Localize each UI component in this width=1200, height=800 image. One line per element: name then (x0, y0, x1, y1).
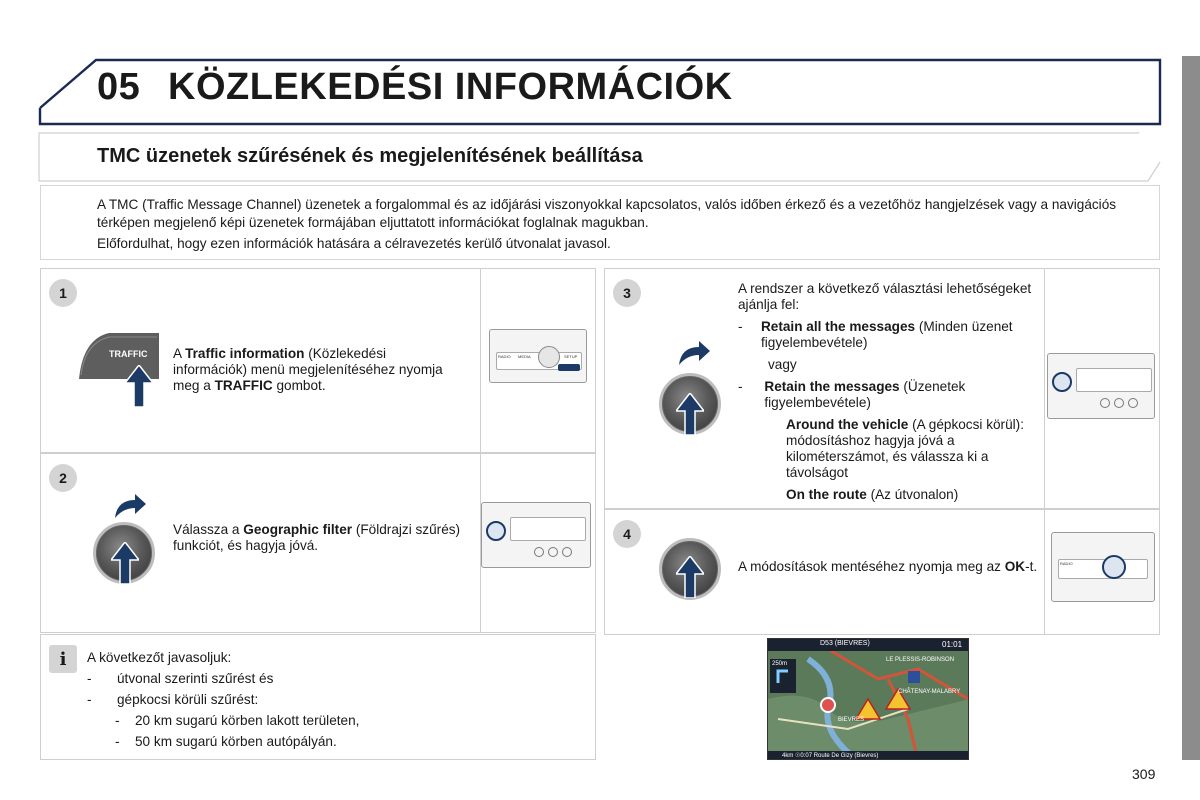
step-3-opt1-rest: (Minden üzenet figyelembevétele) (760, 319, 1013, 350)
tip-subitem: - 50 km sugarú körben autópályán. (115, 734, 337, 749)
tip-subitem: - 20 km sugarú körben lakott területen, (115, 713, 360, 728)
tip-item: - gépkocsi körüli szűrést: (87, 692, 259, 707)
step-3-option-1 (738, 319, 1038, 351)
dash-1: - (738, 319, 743, 334)
step-3-opt2-rest: (Üzenetek figyelembevétele) (764, 379, 966, 410)
step-4-text-a: A módosítások mentéséhez nyomja meg az (738, 559, 1005, 574)
step-4-text-b: OK (1004, 559, 1026, 574)
intro-text (97, 196, 1117, 253)
step-3-sub-1 (738, 417, 1038, 481)
console-knob-highlight (1102, 555, 1126, 579)
step-1-text-e: gombot. (272, 378, 326, 393)
step-1-console-cell (480, 269, 595, 452)
tip-box (40, 634, 596, 760)
map-time: 01:01 (942, 640, 963, 649)
map-road-label: D53 (BIEVRES) (820, 640, 870, 647)
step-4-text-c: -t. (1025, 559, 1038, 574)
tip-item: - útvonal szerinti szűrést és (87, 671, 274, 686)
rotate-arrow-icon (677, 339, 711, 372)
page-number: 309 (1132, 766, 1156, 782)
step-1-text-c: (Közlekedési információk) menü megjelenítéséhez nyomja meg a (173, 346, 443, 393)
console-image (489, 329, 587, 383)
step-2-text-b: Geographic filter (243, 522, 353, 537)
step-2-text-c: (Földrajzi szűrés) funkciót, és hagyja jóvá. (173, 522, 461, 553)
traffic-button-label: TRAFFIC (109, 349, 148, 359)
intro-paragraph-1: A TMC (Traffic Message Channel) üzenetek a forgalommal és az időjárási viszonyokkal kapcsolatos, valós időben érkező és a vezetőhöz hangjelzések vagy a navigációs térképen megjelenő képi üzenetek formájában eljuttatott információkat foglalnak magukban. (97, 197, 1117, 230)
intro-paragraph-2: Előfordulhat, hogy ezen információk hatására a célravezetés kerülő útvonalat javasol. (97, 236, 611, 251)
navigation-map-screenshot (767, 638, 969, 760)
chapter-number: 05 (97, 66, 141, 108)
console-knob-highlight (486, 521, 506, 541)
dash-2: - (738, 379, 743, 394)
step-4-panel (604, 509, 1160, 635)
step-1-text-a: A (173, 346, 186, 361)
step-1-text-d: TRAFFIC (214, 378, 273, 393)
step-3-text (738, 281, 1038, 503)
step-3-or: vagy (768, 357, 797, 372)
step-2-badge: 2 (49, 464, 77, 492)
step-3-intro: A rendszer a következő választási lehetőségeket ajánlja fel: (738, 281, 1032, 312)
step-2-text-a: Válassza a (173, 522, 244, 537)
press-arrow-icon (125, 365, 153, 412)
step-3-sub1-bold: Around the vehicle (786, 417, 909, 432)
map-town-label: LE PLESSIS-ROBINSON (886, 657, 955, 663)
map-town-label: BIEVRES (838, 717, 865, 723)
step-4-console-cell (1044, 510, 1159, 634)
step-3-sub-2 (738, 487, 1038, 503)
console-label-setup: SETUP (564, 354, 578, 359)
press-arrow-icon (676, 556, 704, 603)
press-arrow-icon (111, 542, 139, 589)
step-3-panel (604, 268, 1160, 509)
step-3-sub2-rest: (Az útvonalon) (866, 487, 959, 502)
section-subtitle: TMC üzenetek szűrésének és megjelenítésének beállítása (97, 145, 643, 167)
press-arrow-icon (676, 393, 704, 440)
info-icon: i (49, 645, 77, 673)
step-4-text (738, 559, 1038, 575)
console-knob-highlight (1052, 372, 1072, 392)
step-3-console-cell (1044, 269, 1159, 508)
step-1-panel (40, 268, 596, 453)
tip-title: A következőt javasoljuk: (87, 650, 232, 665)
step-1-badge: 1 (49, 279, 77, 307)
tip-text (87, 647, 567, 752)
console-image (481, 502, 591, 568)
step-2-panel (40, 453, 596, 633)
console-knob (538, 346, 560, 368)
step-3-option-2 (738, 379, 1038, 411)
console-image (1047, 353, 1155, 419)
step-2-text (173, 522, 468, 554)
step-4-badge: 4 (613, 520, 641, 548)
console-label-radio: RADIO (498, 354, 511, 359)
map-town-label: CHÂTENAY-MALABRY (898, 689, 961, 695)
map-footer: 4km ☉0:07 Route De Gizy (Bievres) (782, 753, 879, 759)
step-3-sub1-rest: (A gépkocsi körül): módosításhoz hagyja jóvá a kilométerszámot, és válassza ki a távolságot (786, 417, 1024, 480)
step-3-sub2-bold: On the route (786, 487, 867, 502)
chapter-side-tab (1182, 56, 1200, 760)
step-1-text-b: Traffic information (185, 346, 305, 361)
console-traffic-highlight (558, 364, 580, 371)
step-3-badge: 3 (613, 279, 641, 307)
step-1-text (173, 346, 463, 394)
map-scale: 250m (772, 661, 788, 667)
step-2-console-cell (480, 454, 595, 632)
step-3-opt2-bold: Retain the messages (764, 379, 900, 394)
page-title: KÖZLEKEDÉSI INFORMÁCIÓK (168, 66, 733, 108)
console-label-media: MEDIA (518, 354, 531, 359)
console-label-radio: RADIO (1060, 561, 1073, 566)
step-3-opt1-bold: Retain all the messages (760, 319, 916, 334)
rotate-arrow-icon (113, 492, 147, 525)
console-image (1051, 532, 1155, 602)
